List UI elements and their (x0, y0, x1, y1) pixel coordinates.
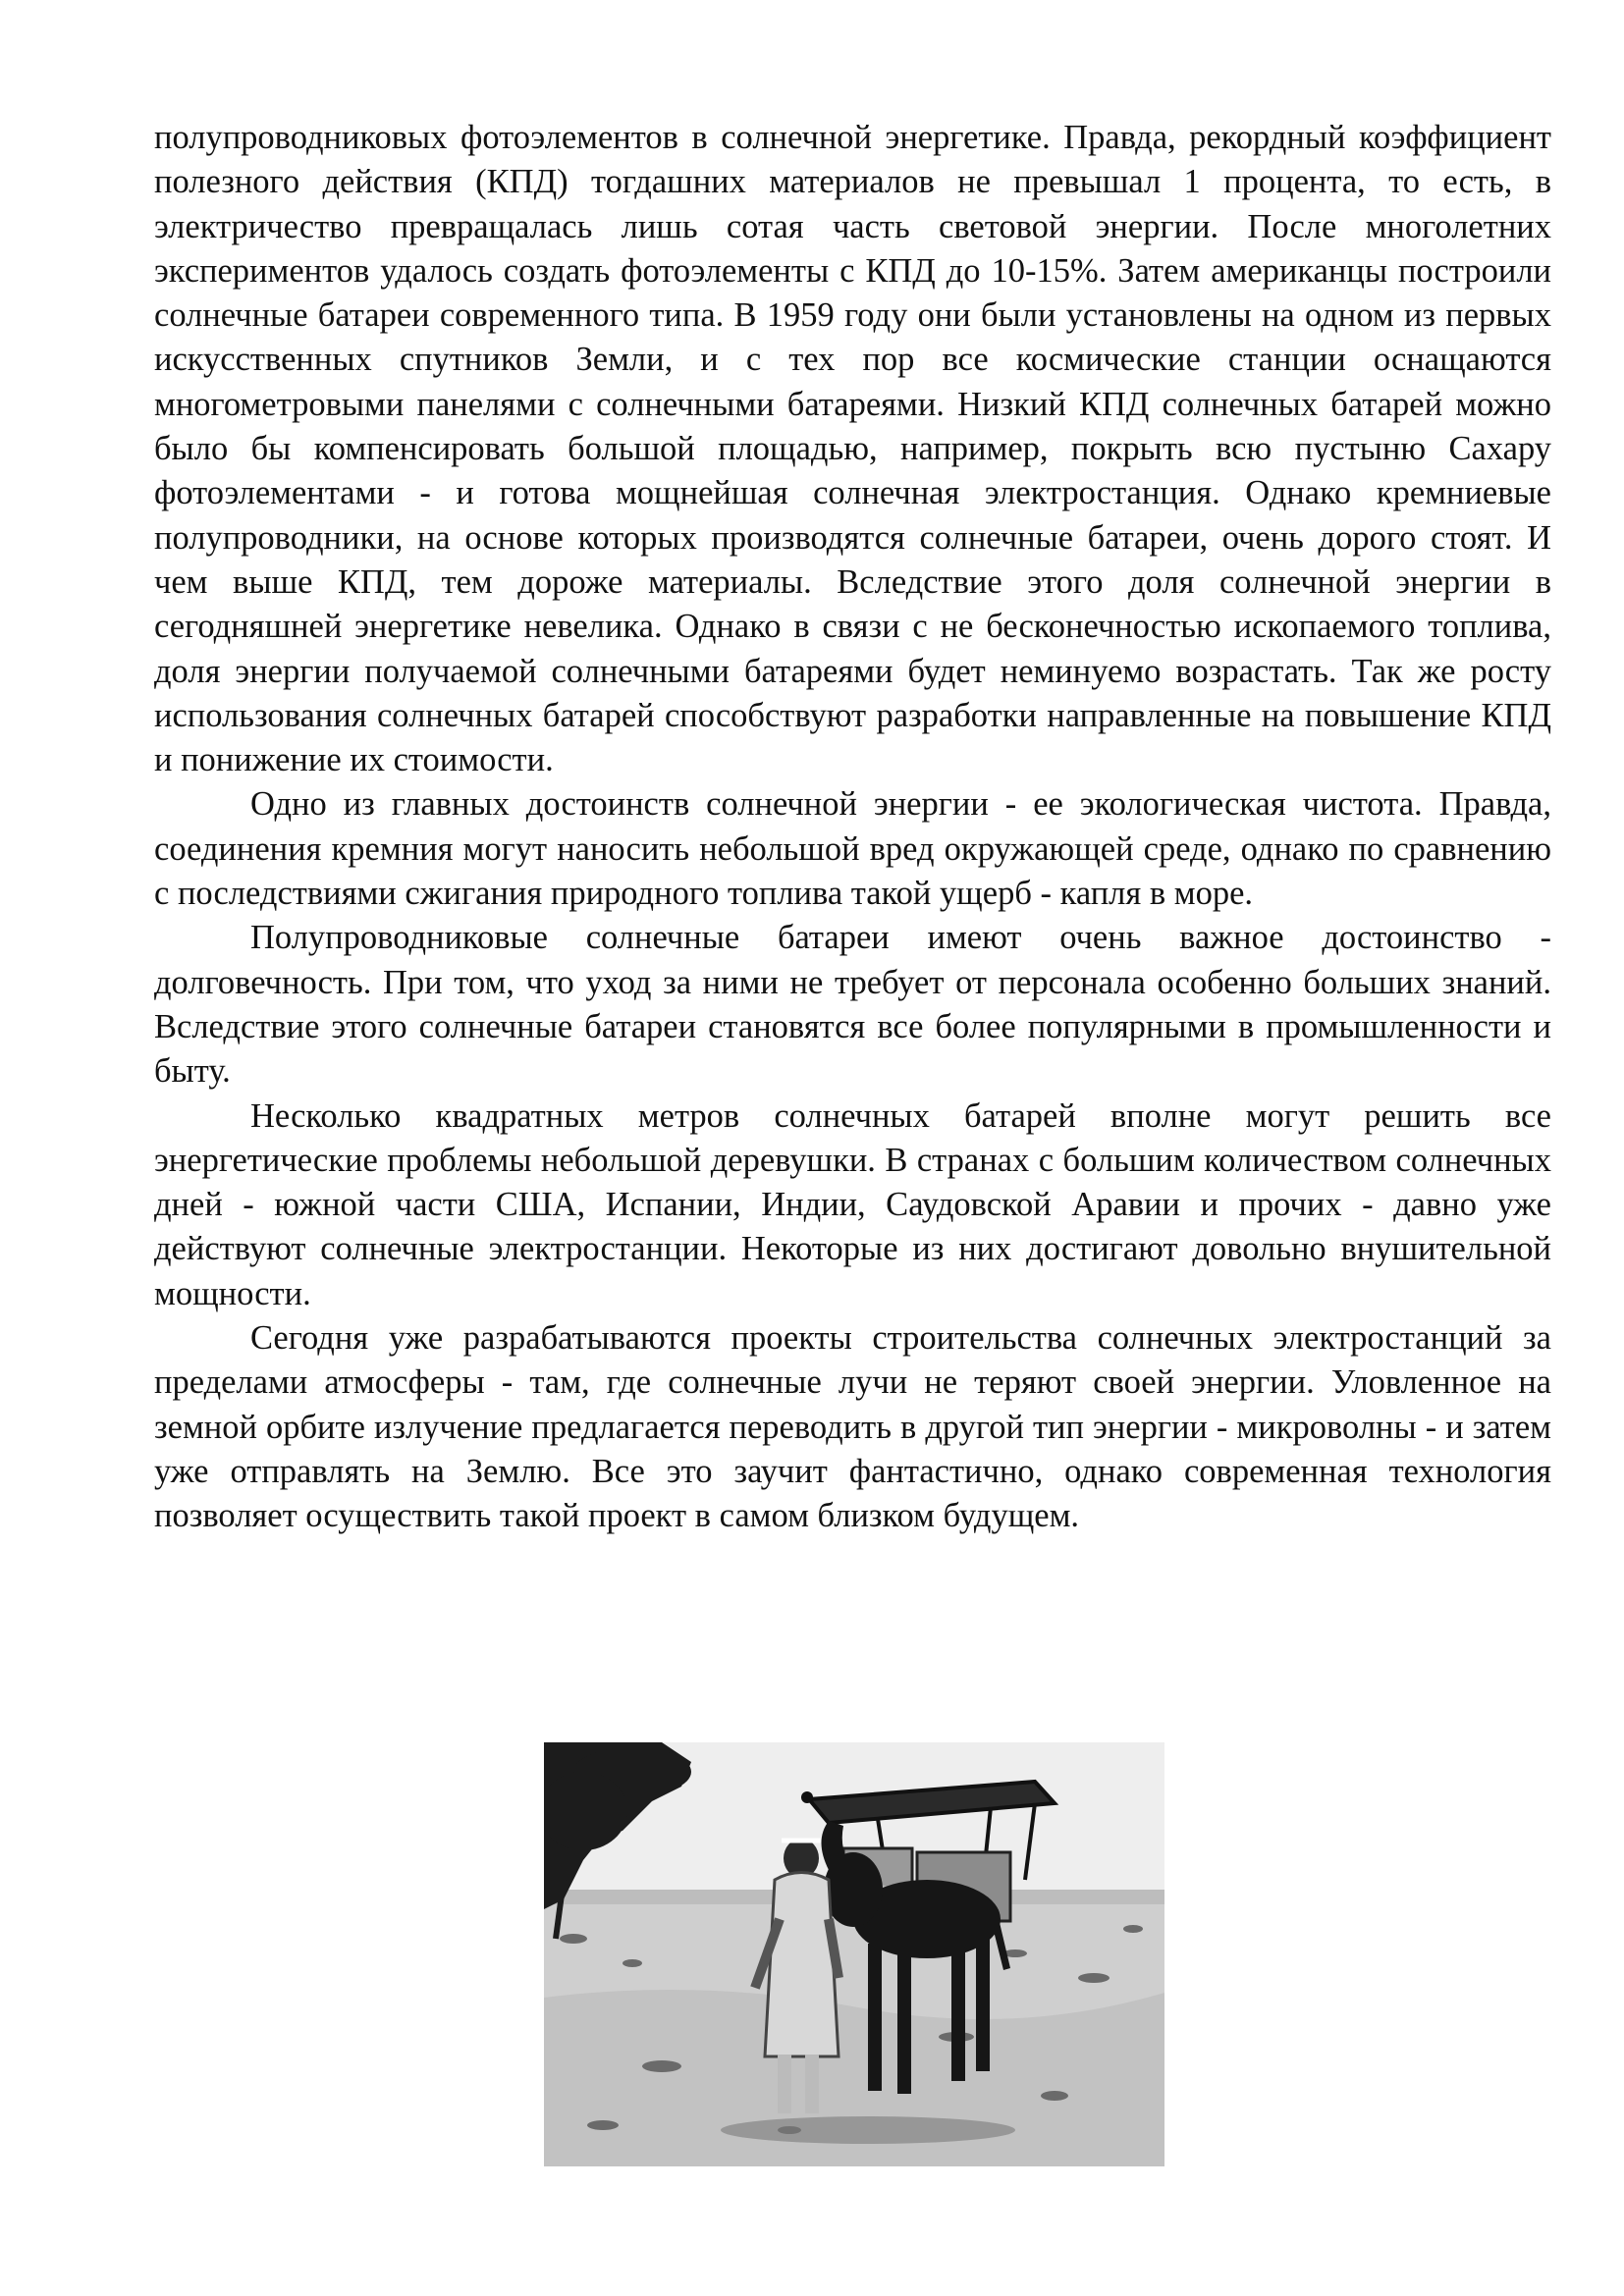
photo-illustration (544, 1742, 1164, 2166)
paragraph-4: Несколько квадратных метров солнечных батарей вполне могут решить все энергетические проблемы небольшой деревушки. В странах с большим количеством солнечных дней - южной части США, Испании, Индии, Саудовской Аравии и прочих - давно уже действуют солнечные электростанции. Некоторые из них достигают довольно внушительной мощности. (154, 1096, 1551, 1312)
paragraph-5: Сегодня уже разрабатываются проекты строительства солнечных электростанций за пределами атмосферы - там, где солнечные лучи не теряют своей энергии. Уловленное на земной орбите излучение предлагается переводить в другой тип энергии - микроволны - и затем уже отправлять на Землю. Все это заучит фантастично, однако современная технология позволяет осуществить такой проект в самом близком будущем. (154, 1319, 1551, 1535)
photo-camel-solar-panel (544, 1742, 1164, 2166)
paragraph-1: полупроводниковых фотоэлементов в солнечной энергетике. Правда, рекордный коэффициент полезного действия (КПД) тогдашних материалов не превышал 1 процента, то есть, в электричество превращалась лишь сотая часть световой энергии. После многолетних экспериментов удалось создать фотоэлементы с КПД до 10-15%. Затем американцы построили солнечные батареи современного типа. В 1959 году они были установлены на одном из первых искусственных спутников Земли, и с тех пор все космические станции оснащаются многометровыми панелями с солнечными батареями. Низкий КПД солнечных батарей можно было бы компенсировать большой площадью, например, покрыть всю пустыню Сахару фотоэлементами - и готова мощнейшая солнечная электростанция. Однако кремниевые полупроводники, на основе которых производятся солнечные батареи, очень дорого стоят. И чем выше КПД, тем дороже материалы. Вследствие этого доля солнечной энергии в сегодняшней энергетике невелика. Однако в связи с не бесконечностью ископаемого топлива, доля энергии получаемой солнечными батареями будет неминуемо возрастать. Так же росту использования солнечных батарей способствуют разработки направленные на повышение КПД и понижение их стоимости. (154, 119, 1551, 779)
paragraph-2: Одно из главных достоинств солнечной энергии - ее экологическая чистота. Правда, соединения кремния могут наносить небольшой вред окружающей среде, однако по сравнению с последствиями сжигания природного топлива такой ущерб - капля в море. (154, 785, 1551, 913)
paragraph-3: Полупроводниковые солнечные батареи имеют очень важное достоинство - долговечность. При том, что уход за ними не требует от персонала особенно больших знаний. Вследствие этого солнечные батареи становятся все более популярными в промышленности и быту. (154, 919, 1551, 1091)
body-text (154, 116, 1551, 1539)
